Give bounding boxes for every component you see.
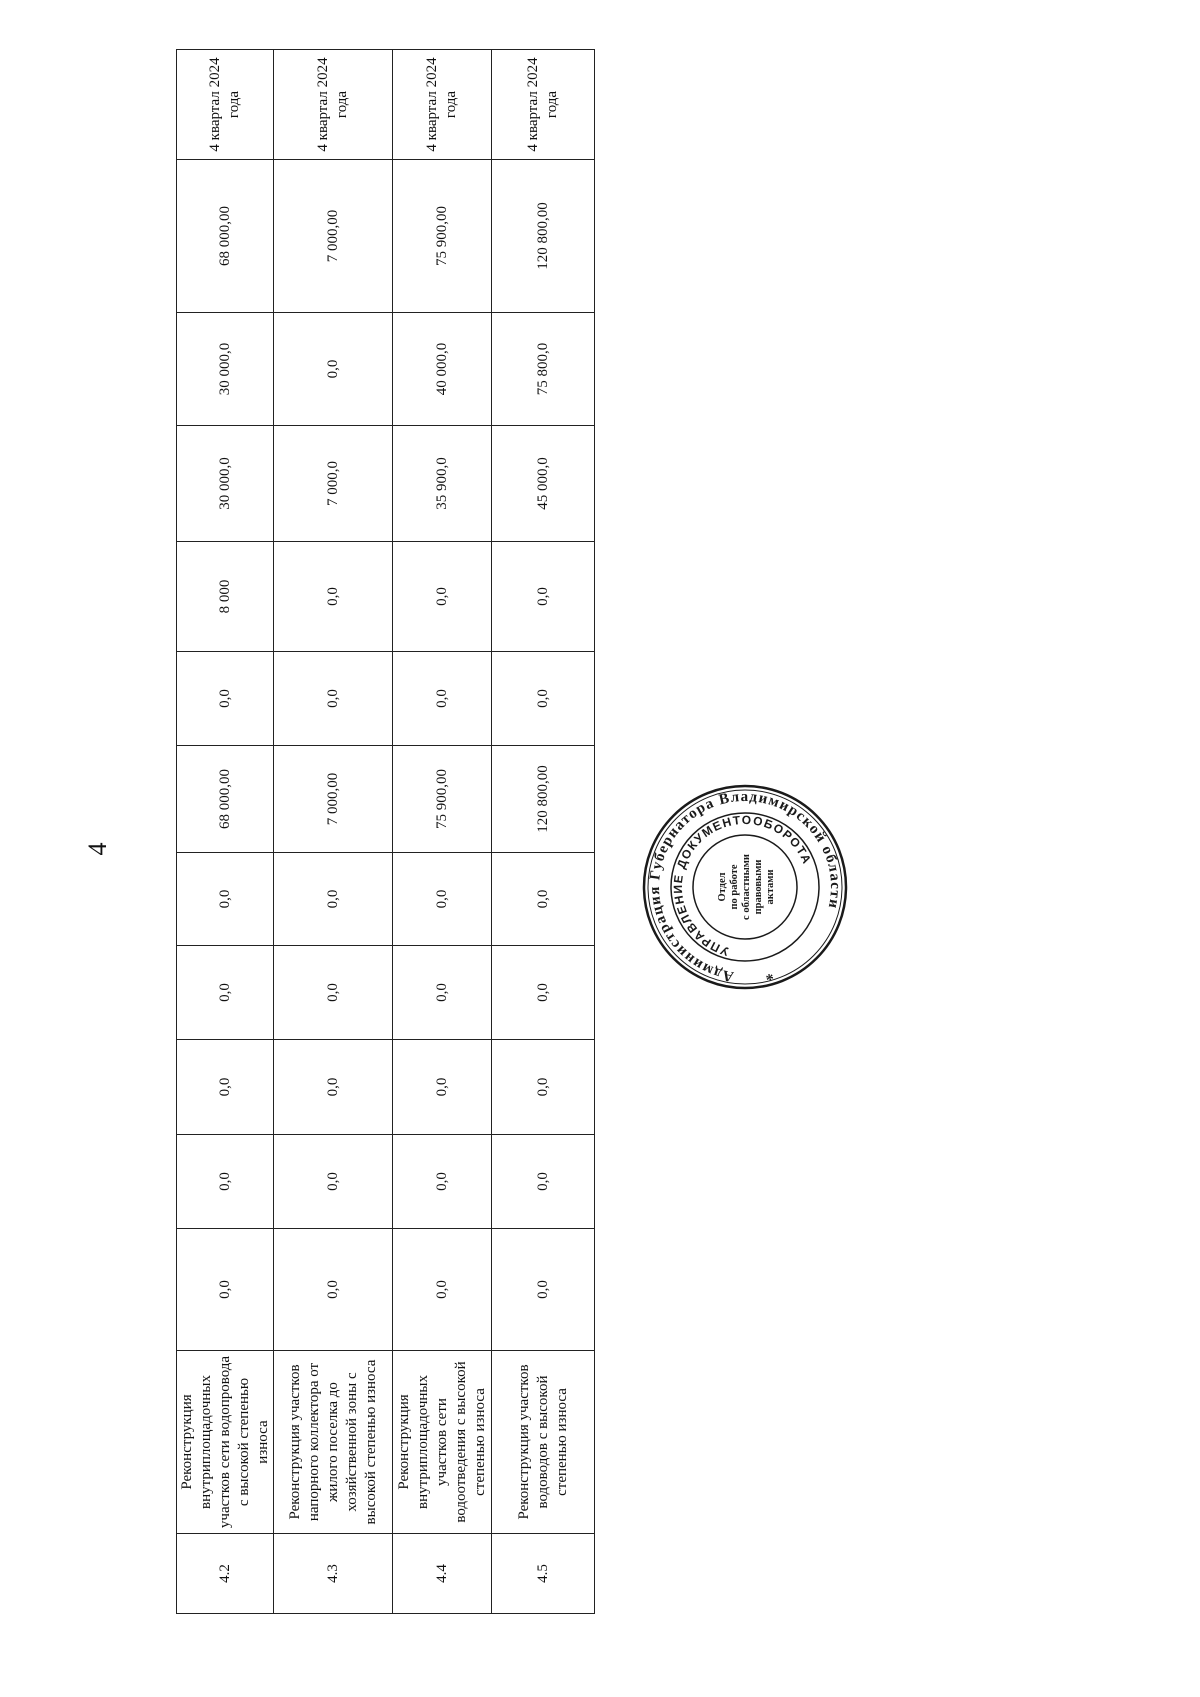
amount-cell: 0,0 <box>492 1135 595 1229</box>
row-number-cell: 4.3 <box>274 1534 393 1614</box>
seal-center-line: актами <box>765 869 776 905</box>
measure-name-cell: Реконструкция участков водоводов с высокой степенью износа <box>492 1351 595 1534</box>
amount-cell: 45 000,0 <box>492 426 595 542</box>
seal-outer-text: Администрация Губернатора Владимирской области <box>646 788 844 985</box>
amount-cell: 0,0 <box>492 853 595 946</box>
amount-cell: 0,0 <box>393 542 492 652</box>
amount-cell: 0,0 <box>177 946 274 1040</box>
amount-cell: 40 000,0 <box>393 313 492 426</box>
measure-name-cell: Реконструкция участков напорного коллектора от жилого поселка до хозяйственной зоны с высокой степенью износа <box>274 1351 393 1534</box>
amount-cell: 0,0 <box>492 1229 595 1351</box>
amount-cell: 0,0 <box>177 853 274 946</box>
amount-cell: 0,0 <box>274 853 393 946</box>
amount-cell: 0,0 <box>177 652 274 746</box>
amount-cell: 0,0 <box>177 1040 274 1135</box>
seal-inner-text: УПРАВЛЕНИЕ ДОКУМЕНТООБОРОТА <box>670 812 815 959</box>
amount-cell: 0,0 <box>393 1229 492 1351</box>
seal-center-line: правовыми <box>753 859 764 915</box>
amount-cell: 0,0 <box>492 542 595 652</box>
seal-center-line: с областными <box>741 854 752 920</box>
amount-cell: 0,0 <box>274 542 393 652</box>
amount-cell: 0,0 <box>274 313 393 426</box>
amount-cell: 75 900,00 <box>393 160 492 313</box>
amount-cell: 75 900,00 <box>393 746 492 853</box>
amount-cell: 0,0 <box>492 1040 595 1135</box>
amount-cell: 0,0 <box>492 946 595 1040</box>
amount-cell: 120 800,00 <box>492 160 595 313</box>
amount-cell: 120 800,00 <box>492 746 595 853</box>
amount-cell: 0,0 <box>177 1135 274 1229</box>
seal-center-line: Отдел <box>717 872 728 902</box>
amount-cell: 0,0 <box>274 652 393 746</box>
budget-table <box>176 49 595 1614</box>
amount-cell: 35 900,0 <box>393 426 492 542</box>
amount-cell: 0,0 <box>393 652 492 746</box>
amount-cell: 0,0 <box>393 853 492 946</box>
amount-cell: 0,0 <box>492 652 595 746</box>
amount-cell: 68 000,00 <box>177 160 274 313</box>
seal-star: * <box>762 965 775 984</box>
amount-cell: 0,0 <box>274 1135 393 1229</box>
measure-name-cell: Реконструкция внутриплощадочных участков сети водоотведения с высокой степенью износа <box>393 1351 492 1534</box>
amount-cell: 75 800,0 <box>492 313 595 426</box>
row-number-cell: 4.5 <box>492 1534 595 1614</box>
amount-cell: 8 000 <box>177 542 274 652</box>
table-row <box>393 50 492 1614</box>
amount-cell: 0,0 <box>393 1040 492 1135</box>
amount-cell: 0,0 <box>274 1040 393 1135</box>
seal-center-line: по работе <box>729 864 740 910</box>
table-row <box>274 50 393 1614</box>
measure-name-cell: Реконструкция внутриплощадочных участков сети водопровода с высокой степенью износа <box>177 1351 274 1534</box>
amount-cell: 7 000,00 <box>274 160 393 313</box>
amount-cell: 0,0 <box>177 1229 274 1351</box>
amount-cell: 30 000,0 <box>177 426 274 542</box>
seal-center-text <box>717 854 776 920</box>
deadline-cell: 4 квартал 2024 года <box>177 50 274 160</box>
amount-cell: 68 000,00 <box>177 746 274 853</box>
official-seal <box>640 782 850 992</box>
amount-cell: 30 000,0 <box>177 313 274 426</box>
amount-cell: 0,0 <box>274 946 393 1040</box>
row-number-cell: 4.4 <box>393 1534 492 1614</box>
deadline-cell: 4 квартал 2024 года <box>393 50 492 160</box>
table-row <box>177 50 274 1614</box>
amount-cell: 0,0 <box>393 1135 492 1229</box>
table-row <box>492 50 595 1614</box>
budget-table-container <box>176 57 594 1614</box>
amount-cell: 0,0 <box>274 1229 393 1351</box>
page-number: 4 <box>83 842 112 856</box>
amount-cell: 7 000,0 <box>274 426 393 542</box>
deadline-cell: 4 квартал 2024 года <box>274 50 393 160</box>
row-number-cell: 4.2 <box>177 1534 274 1614</box>
amount-cell: 0,0 <box>393 946 492 1040</box>
amount-cell: 7 000,00 <box>274 746 393 853</box>
deadline-cell: 4 квартал 2024 года <box>492 50 595 160</box>
seal-graphic <box>640 782 850 992</box>
